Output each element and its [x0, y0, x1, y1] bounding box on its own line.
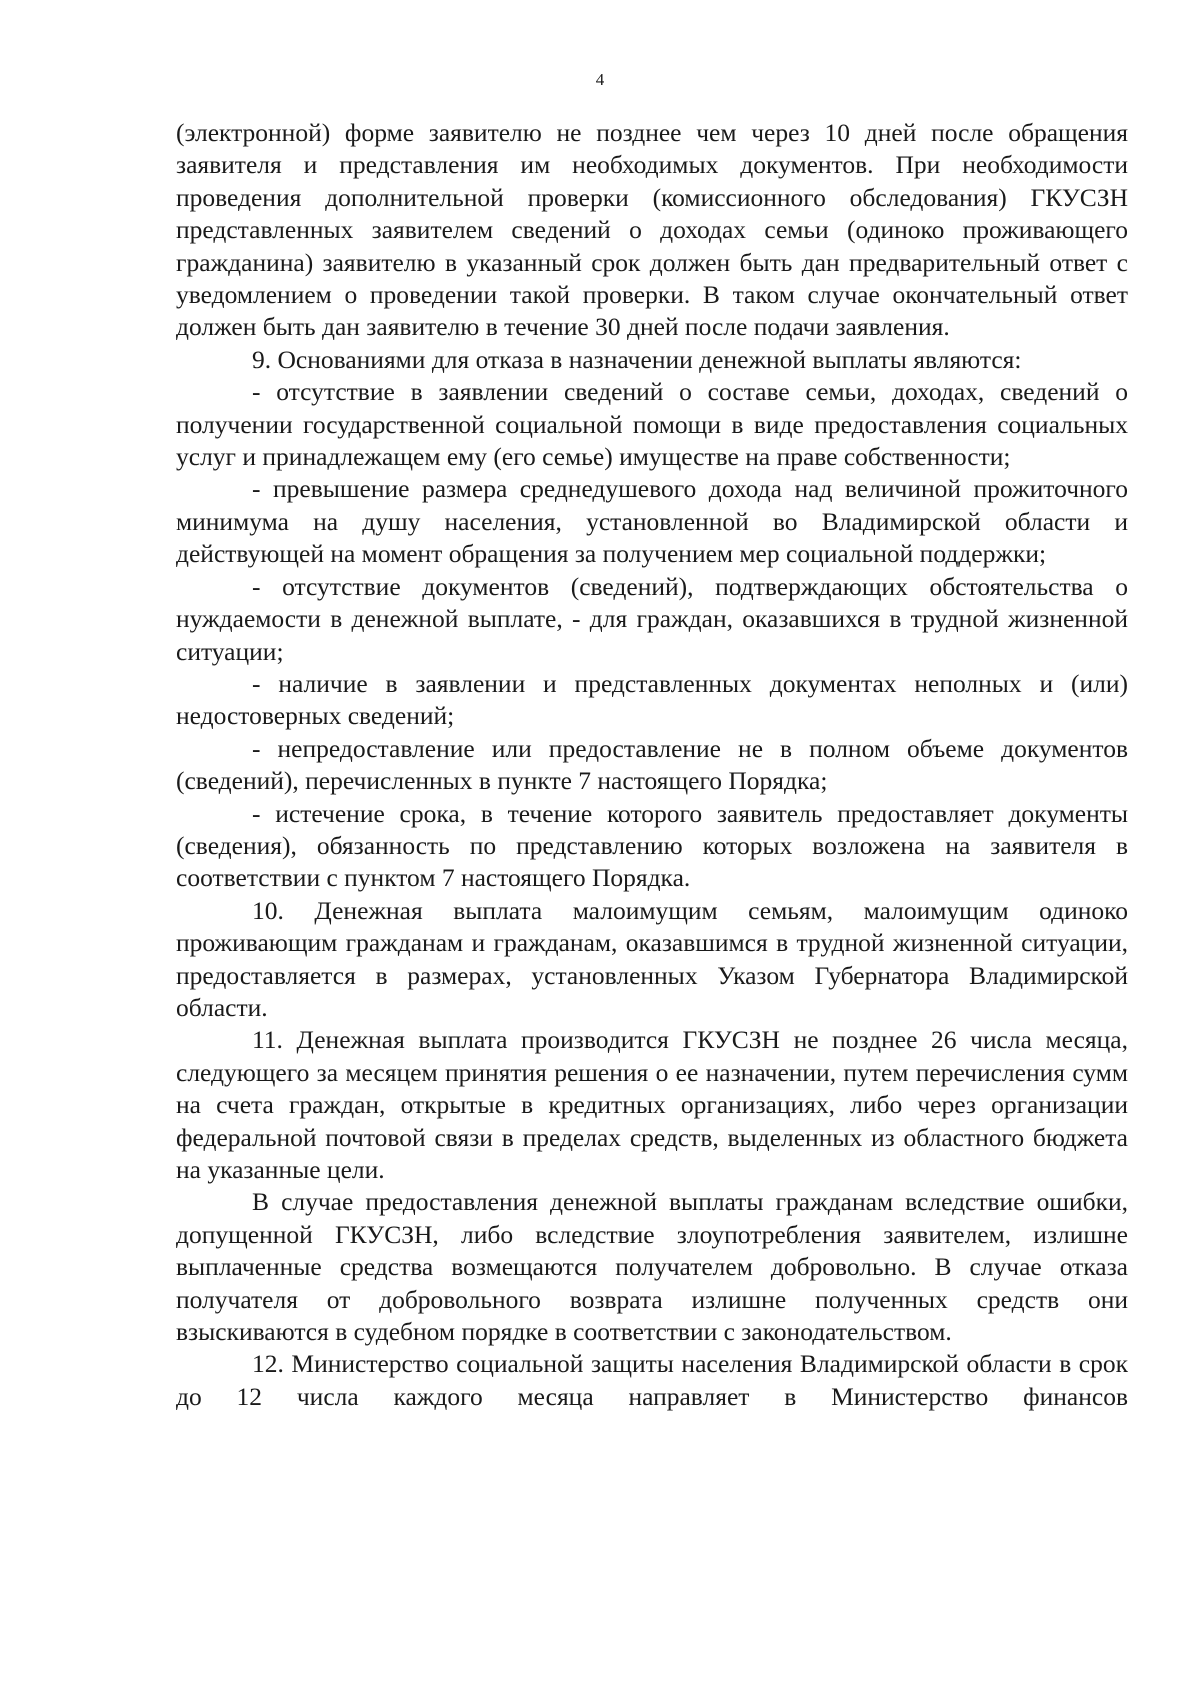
list-item-refusal-2: - превышение размера среднедушевого дохода над величиной прожиточного минимума на душу населения, установленной во Владимирской области и действующей на момент обращения за получением мер социальной поддержки;	[176, 474, 1128, 569]
paragraph-item-9: 9. Основаниями для отказа в назначении денежной выплаты являются:	[252, 344, 1022, 374]
paragraph-item-12: 12. Министерство социальной защиты населения Владимирской области в срок до 12 числа каждого месяца направляет в Министерство финансов	[176, 1349, 1128, 1411]
list-item-refusal-5: - непредоставление или предоставление не в полном объеме документов (сведений), перечисленных в пункте 7 настоящего Порядка;	[176, 733, 1128, 796]
list-item-refusal-4: - наличие в заявлении и представленных документах неполных и (или) недостоверных сведений;	[176, 668, 1128, 731]
paragraph-item-11: 11. Денежная выплата производится ГКУСЗН не позднее 26 числа месяца, следующего за месяцем принятия решения о ее назначении, путем перечисления сумм на счета граждан, открытые в кредитных организациях, либо через организации федеральной почтовой связи в пределах средств, выделенных из областного бюджета на указанные цели.	[176, 1025, 1128, 1184]
paragraph-continuation: (электронной) форме заявителю не позднее чем через 10 дней после обращения заявителя и представления им необходимых документов. При необходимости проведения дополнительной проверки (комиссионного обследования) ГКУСЗН представленных заявителем сведений о доходах семьи (одиноко проживающего гражданина) заявителю в указанный срок должен быть дан предварительный ответ с уведомлением о проведении такой проверки. В таком случае окончательный ответ должен быть дан заявителю в течение 30 дней после подачи заявления.	[176, 118, 1128, 342]
paragraph-item-10: 10. Денежная выплата малоимущим семьям, малоимущим одиноко проживающим гражданам и гражданам, оказавшимся в трудной жизненной ситуации, предоставляется в размерах, установленных Указом Губернатора Владимирской области.	[176, 895, 1128, 1022]
list-item-refusal-6: - истечение срока, в течение которого заявитель предоставляет документы (сведения), обязанность по представлению которых возложена на заявителя в соответствии с пунктом 7 настоящего Порядка.	[176, 798, 1128, 893]
paragraph-overpayment: В случае предоставления денежной выплаты гражданам вследствие ошибки, допущенной ГКУСЗН, либо вследствие злоупотребления заявителем, излишне выплаченные средства возмещаются получателем добровольно. В случае отказа получателя от добровольного возврата излишне полученных средств они взыскиваются в судебном порядке в соответствии с законодательством.	[176, 1187, 1128, 1347]
list-item-refusal-3: - отсутствие документов (сведений), подтверждающих обстоятельства о нуждаемости в денежной выплате, - для граждан, оказавшихся в трудной жизненной ситуации;	[176, 571, 1128, 666]
page-number: 4	[595, 70, 605, 89]
list-item-refusal-1: - отсутствие в заявлении сведений о составе семьи, доходах, сведений о получении государственной социальной помощи в виде предоставления социальных услуг и принадлежащем ему (его семье) имуществе на праве собственности;	[176, 377, 1128, 472]
document-body	[176, 117, 1128, 1413]
